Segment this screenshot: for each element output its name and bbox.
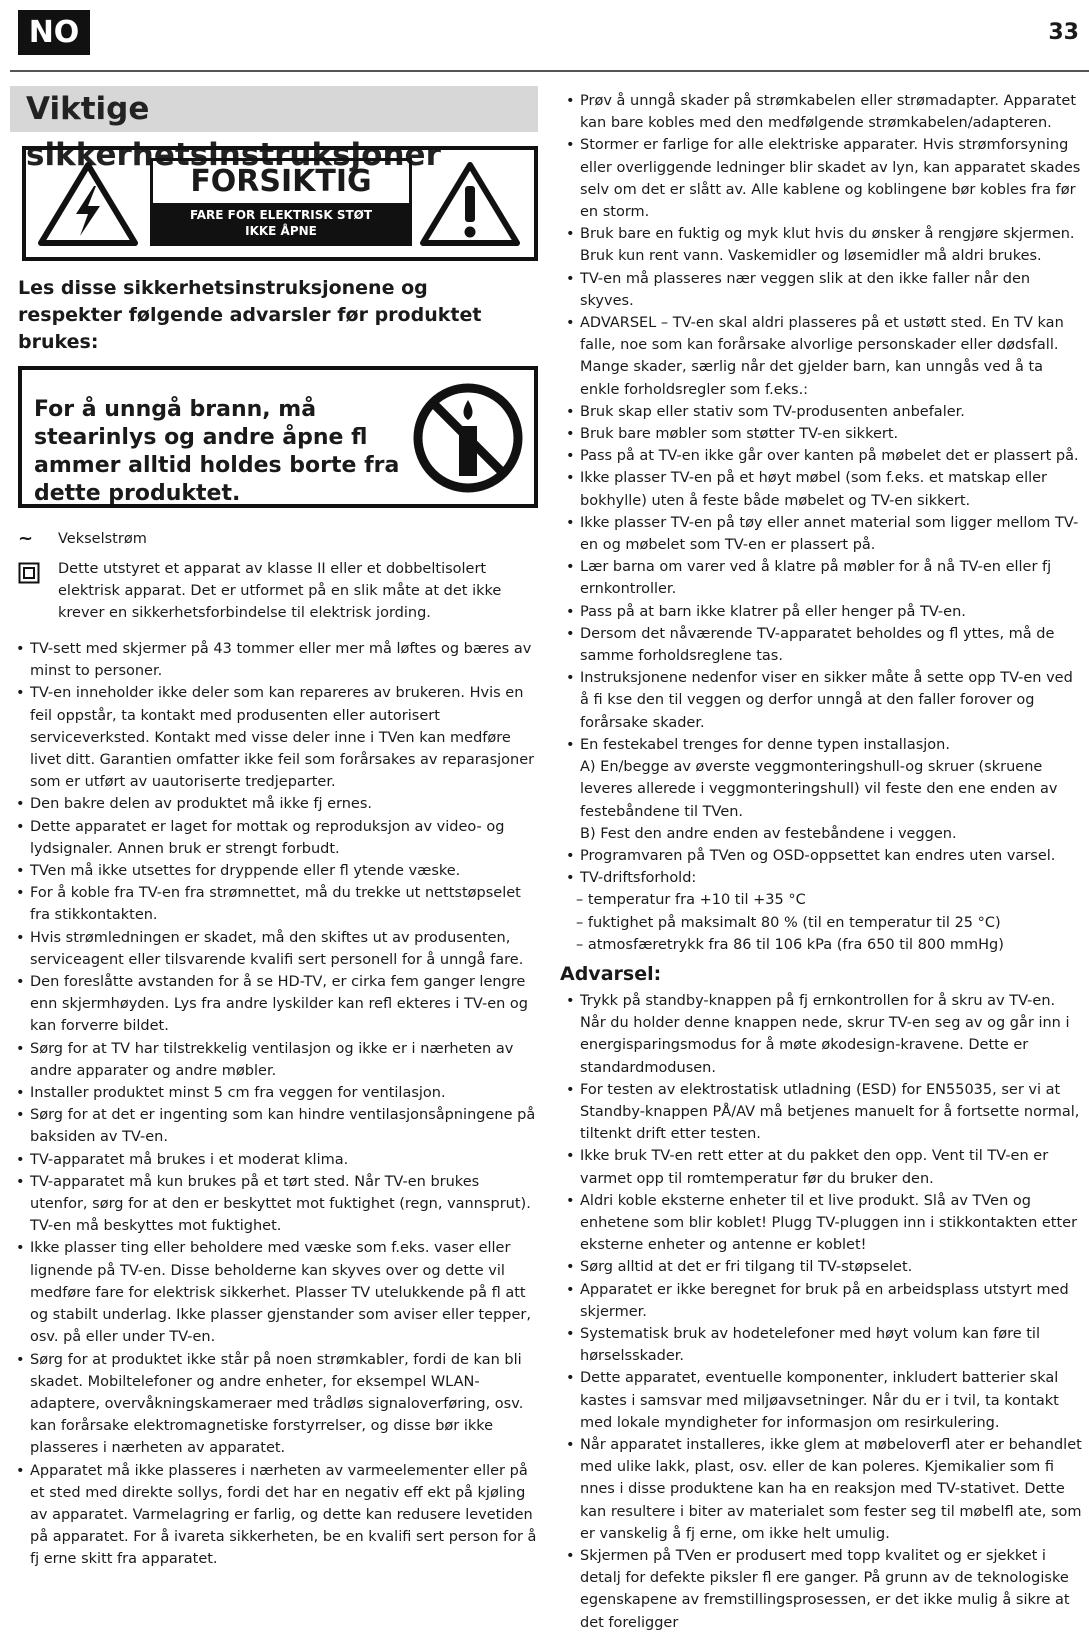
list-item: • Pass på at TV-en ikke går over kanten på møbelet det er plassert på.: [560, 445, 1082, 467]
list-item: • Pass på at barn ikke klatrer på eller henger på TV-en.: [560, 601, 1082, 623]
warning-list: [560, 990, 1082, 1634]
list-item: • Trykk på standby-knappen på fj ernkontrollen for å skru av TV-en. Når du holder denne knappen nede, skrur TV-en seg av og går inn i energisparingsmodus for å møte økodesign-kravene. Dette er standardmodusen.: [560, 990, 1082, 1079]
right-column: [560, 90, 1082, 1634]
candle-warning-text: For å unngå brann, må stearinlys og andre åpne fl ammer alltid holdes borte fra dette produktet.: [34, 397, 400, 506]
list-item: • Lær barna om varer ved å klatre på møbler for å nå TV-en eller fj ernkontroller.: [560, 556, 1082, 600]
list-item: • TV-apparatet må kun brukes på et tørt sted. Når TV-en brukes utenfor, sørg for at den er beskyttet mot fuktighet (regn, vannsprut). TV-en må beskyttes mot fuktighet.: [10, 1171, 538, 1238]
list-item: • Ikke plasser TV-en på et høyt møbel (som f.eks. et matskap eller bokhylle) uten å feste både møbelet og TV-en sikkert.: [560, 467, 1082, 511]
exclamation-warning-icon: [420, 162, 520, 246]
list-item: • Dette apparatet, eventuelle komponenter, inkludert batterier skal kastes i samsvar med miljøavsetninger. Når du er i tvil, ta kontakt med lokale myndigheter for informasjon om resirkulering.: [560, 1367, 1082, 1434]
list-item: • Sørg for at det er ingenting som kan hindre ventilasjonsåpningene på baksiden av TV-en.: [10, 1104, 538, 1148]
list-item: • Den bakre delen av produktet må ikke fj ernes.: [10, 793, 538, 815]
condition-pressure: – atmosfæretrykk fra 86 til 106 kPa (fra 650 til 800 mmHg): [576, 936, 1004, 953]
caution-line-1: FARE FOR ELEKTRISK STØT: [189, 208, 373, 222]
list-item: • TV-driftsforhold:: [560, 867, 1082, 889]
list-item: • Ikke plasser TV-en på tøy eller annet material som ligger mellom TV-en og møbelet som TV-en er plassert på.: [560, 512, 1082, 556]
list-item: • Bruk bare møbler som støtter TV-en sikkert.: [560, 423, 1082, 445]
list-item: • Når apparatet installeres, ikke glem at møbeloverfl ater er behandlet med ulike lakk, plast, osv. eller de kan poleres. Kjemikalier som fi nnes i disse produktene kan ha en reaksjon med TV-stativet. Dette kan resultere i biter av materialet som fester seg til møbelfl ate, som er vanskelig å fj erne, om ikke helt umulig.: [560, 1434, 1082, 1545]
page-title: Viktige sikkerhetsinstruksjoner: [10, 86, 538, 132]
page-number: 33: [1048, 20, 1079, 45]
list-item: • TV-sett med skjermer på 43 tommer eller mer må løftes og bæres av minst to personer.: [10, 638, 538, 682]
caution-label: [22, 146, 538, 261]
left-safety-list: [10, 638, 538, 1571]
list-item: • Sørg for at TV har tilstrekkelig ventilasjon og ikke er i nærheten av andre apparater og andre møbler.: [10, 1038, 538, 1082]
double-insulation-icon: [18, 562, 40, 584]
install-step-a: A) En/begge av øverste veggmonteringshull-og skruer (skruene leveres allerede i veggmonteringshull) vil feste den ene enden av festebåndene til TVen.: [580, 759, 1058, 820]
list-item: • Programvaren på TVen og OSD-oppsettet kan endres uten varsel.: [560, 845, 1082, 867]
left-column: [10, 86, 538, 1571]
caution-text-box: [150, 158, 412, 246]
list-item: • For å koble fra TV-en fra strømnettet, må du trekke ut nettstøpselet fra stikkontakten.: [10, 882, 538, 926]
right-safety-list: [560, 90, 1082, 756]
list-item: • For testen av elektrostatisk utladning (ESD) for EN55035, ser vi at Standby-knappen PÅ/AV må betjenes manuelt for å fortsette normal, tiltenkt drift etter testen.: [560, 1079, 1082, 1146]
ac-symbol-text: Vekselstrøm: [58, 531, 147, 547]
list-item: • Installer produktet minst 5 cm fra veggen for ventilasjon.: [10, 1082, 538, 1104]
electric-shock-warning-icon: [38, 162, 138, 246]
caution-line-2: IKKE ÅPNE: [245, 224, 317, 238]
class2-symbol-row: [10, 558, 538, 624]
read-instructions-heading: Les disse sikkerhetsinstruksjonene og respekter følgende advarsler før produktet brukes:: [18, 277, 482, 353]
right-safety-list-2: [560, 845, 1082, 889]
list-item: • Hvis strømledningen er skadet, må den skiftes ut av produsenten, serviceagent eller tilsvarende kvalifi sert personell for å unngå fare.: [10, 927, 538, 971]
warning-heading: Advarsel:: [560, 962, 662, 985]
condition-humidity: – fuktighet på maksimalt 80 % (til en temperatur til 25 °C): [576, 914, 1001, 931]
list-item: • Apparatet må ikke plasseres i nærheten av varmeelementer eller på et sted med direkte sollys, fordi det har en negativ eff ekt på kjøling av apparatet. Varmelagring er farlig, og dette kan redusere levetiden på apparatet. For å ivareta sikkerheten, be en kvalifi sert person for å fj erne skitt fra apparatet.: [10, 1460, 538, 1571]
list-item: • Sørg for at produktet ikke står på noen strømkabler, fordi de kan bli skadet. Mobiltelefoner og andre enheter, for eksempel WLAN-adaptere, overvåkningskameraer med trådløs signaloverføring, osv. kan forårsake elektromagnetiske forstyrrelser, og disse bør ikke plasseres i nærheten av apparatet.: [10, 1349, 538, 1460]
list-item: • En festekabel trenges for denne typen installasjon.: [560, 734, 1082, 756]
header-divider: [10, 70, 1089, 72]
list-item: • Instruksjonene nedenfor viser en sikker måte å sette opp TV-en ved å fi kse den til veggen og derfor unngå at den faller forover og forårsake skader.: [560, 667, 1082, 734]
caution-title: FORSIKTIG: [190, 164, 372, 199]
list-item: • Den foreslåtte avstanden for å se HD-TV, er cirka fem ganger lengre enn skjermhøyden. Lys fra andre lyskilder kan refl ekteres i TV-en og kan forverre bildet.: [10, 971, 538, 1038]
list-item: • Skjermen på TVen er produsert med topp kvalitet og er sjekket i detalj for defekte piksler fl ere ganger. På grunn av de teknologiske egenskapene av fremstillingsprosessen, er det ikke mulig å sikre at det foreligger: [560, 1545, 1082, 1634]
list-item: • Sørg alltid at det er fri tilgang til TV-støpselet.: [560, 1256, 1082, 1278]
list-item: • TV-en må plasseres nær veggen slik at den ikke faller når den skyves.: [560, 268, 1082, 312]
condition-temperature: – temperatur fra +10 til +35 °C: [576, 892, 806, 909]
list-item: • Ikke bruk TV-en rett etter at du pakket den opp. Vent til TV-en er varmet opp til romtemperatur før du bruker den.: [560, 1145, 1082, 1189]
list-item: • Dersom det nåværende TV-apparatet beholdes og fl yttes, må de samme forholdsreglene tas.: [560, 623, 1082, 667]
candle-warning-box: [18, 366, 538, 508]
list-item: • Bruk bare en fuktig og myk klut hvis du ønsker å rengjøre skjermen. Bruk kun rent vann. Vaskemidler og løsemidler må aldri brukes.: [560, 223, 1082, 267]
list-item: • Systematisk bruk av hodetelefoner med høyt volum kan føre til hørselsskader.: [560, 1323, 1082, 1367]
list-item: • Dette apparatet er laget for mottak og reproduksjon av video- og lydsignaler. Annen bruk er strengt forbudt.: [10, 816, 538, 860]
class2-symbol-text: Dette utstyret et apparat av klasse II eller et dobbeltisolert elektrisk apparat. Det er utformet på en slik måte at det ikke krever en sikkerhetsforbindelse til elektrisk jording.: [58, 561, 502, 621]
list-item: • Stormer er farlige for alle elektriske apparater. Hvis strømforsyning eller overliggende ledninger blir skadet av lyn, kan apparatet skades selv om det er slått av. Alle kablene og koblingene bør kobles fra før en storm.: [560, 134, 1082, 223]
list-item: • Aldri koble eksterne enheter til et live produkt. Slå av TVen og enhetene som blir koblet! Plugg TV-pluggen inn i stikkontakten etter eksterne enheter og antenne er koblet!: [560, 1190, 1082, 1257]
ac-current-icon: ~: [18, 528, 34, 549]
install-step-b: B) Fest den andre enden av festebåndene i veggen.: [580, 825, 957, 842]
list-item: • Bruk skap eller stativ som TV-produsenten anbefaler.: [560, 401, 1082, 423]
list-item: • Prøv å unngå skader på strømkabelen eller strømadapter. Apparatet kan bare kobles med den medfølgende strømkabelen/adapteren.: [560, 90, 1082, 134]
list-item: • ADVARSEL – TV-en skal aldri plasseres på et ustøtt sted. En TV kan falle, noe som kan forårsake alvorlige personskader eller dødsfall. Mange skader, særlig når det gjelder barn, kan unngås ved å ta enkle forholdsregler som f.eks.:: [560, 312, 1082, 401]
list-item: • Ikke plasser ting eller beholdere med væske som f.eks. vaser eller lignende på TV-en. Disse beholderne kan skyves over og dette vil medføre fare for elektrisk sikkerhet. Plasser TV utelukkende på fl att og stabilt underlag. Ikke plasser gjenstander som aviser eller tepper, osv. på eller under TV-en.: [10, 1237, 538, 1348]
no-open-flame-icon: [412, 382, 524, 494]
list-item: • Apparatet er ikke beregnet for bruk på en arbeidsplass utstyrt med skjermer.: [560, 1279, 1082, 1323]
caution-subtitle: [153, 203, 409, 243]
language-badge: NO: [18, 10, 90, 55]
list-item: • TV-apparatet må brukes i et moderat klima.: [10, 1149, 538, 1171]
list-item: • TV-en inneholder ikke deler som kan repareres av brukeren. Hvis en feil oppstår, ta kontakt med produsenten eller autorisert serviceverksted. Kontakt med visse deler inne i TVen kan medføre livet ditt. Garantien omfatter ikke feil som forårsakes av reparasjoner som er utført av uautoriserte tredjeparter.: [10, 682, 538, 793]
ac-symbol-row: [10, 528, 538, 550]
list-item: • TVen må ikke utsettes for dryppende eller fl ytende væske.: [10, 860, 538, 882]
